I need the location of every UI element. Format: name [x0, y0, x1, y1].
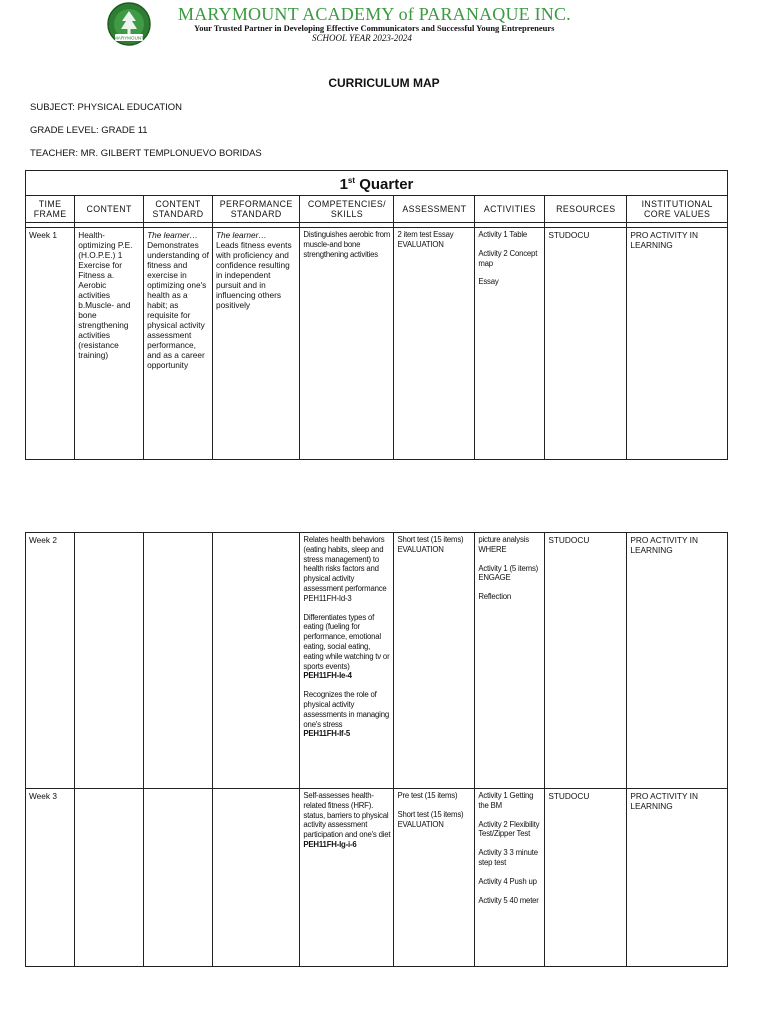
week3-activity-5: Activity 5 40 meter	[478, 895, 539, 905]
table-row-week1	[26, 228, 728, 460]
week1-cs-body: Demonstrates understanding of fitness and exercise in optimizing one's health as a habit; as requisite for physical activity assessment performance, and as a career opportunity	[147, 240, 209, 370]
week2-competency-1: Relates health behaviors (eating habits, sleep and stress management) to health risks factors and physical activity assessment performance PEH11FH-Id-3	[303, 535, 387, 603]
week1-content-standard	[144, 228, 213, 460]
table-row-week2	[26, 533, 728, 789]
week2-assessment: Short test (15 items) EVALUATION	[394, 533, 475, 789]
week1-core-values: PRO ACTIVITY IN LEARNING	[627, 228, 728, 460]
week1-activities	[475, 228, 545, 460]
week3-activity-3: Activity 3 3 minute step test	[478, 848, 538, 867]
week3-time: Week 3	[26, 789, 75, 967]
week3-activity-2: Activity 2 Flexibility Test/Zipper Test	[478, 819, 540, 839]
header-content-standard: CONTENT STANDARD	[144, 196, 213, 223]
week3-code-1: PEH11FH-Ig-i-6	[303, 839, 357, 849]
week1-activity-3: Essay	[478, 277, 499, 287]
week1-activity-1: Activity 1 Table	[478, 230, 528, 239]
subject-line: SUBJECT: PHYSICAL EDUCATION	[30, 102, 183, 113]
week2-activity-3: Reflection	[478, 592, 512, 602]
curriculum-table-quarter1	[25, 170, 728, 460]
school-name: MARYMOUNT ACADEMY of PARANAQUE INC.	[178, 4, 571, 24]
week2-core-values: PRO ACTIVITY IN LEARNING	[627, 533, 728, 789]
week3-core-values: PRO ACTIVITY IN LEARNING	[627, 789, 728, 967]
header-assessment: ASSESSMENT	[394, 196, 475, 223]
week2-time: Week 2	[26, 533, 75, 789]
teacher-line: TEACHER: MR. GILBERT TEMPLONUEVO BORIDAS	[30, 148, 262, 159]
document-title: CURRICULUM MAP	[328, 76, 440, 90]
week1-resources: STUDOCU	[545, 228, 627, 460]
week2-competency-2: Differentiates types of eating (fueling for performance, emotional eating, social eating, eating while watching tv or sports events)	[303, 612, 390, 671]
week2-activities	[475, 533, 545, 789]
week3-activity-1: Activity 1 Getting the BM	[478, 791, 534, 810]
curriculum-table-continued	[25, 532, 728, 967]
grade-level-line: GRADE LEVEL: GRADE 11	[30, 125, 148, 136]
week3-competencies	[300, 789, 394, 967]
week1-ps-lead: The learner…	[215, 230, 267, 240]
header-core-values: INSTITUTIONAL CORE VALUES	[627, 196, 728, 223]
header-content: CONTENT	[75, 196, 144, 223]
school-logo-icon	[106, 1, 152, 47]
week3-resources: STUDOCU	[545, 789, 627, 967]
week3-assessment-2: Short test (15 items) EVALUATION	[397, 809, 464, 829]
week2-resources: STUDOCU	[545, 533, 627, 789]
week1-time: Week 1	[26, 228, 75, 460]
school-year: SCHOOL YEAR 2023-2024	[312, 33, 412, 43]
logo-text: MARYMOUNT	[113, 35, 145, 41]
column-header-row	[26, 196, 728, 223]
week2-competencies	[300, 533, 394, 789]
week3-assessment	[394, 789, 475, 967]
table-row-week3	[26, 789, 728, 967]
week1-competency: Distinguishes aerobic from muscle-and bone strengthening activities	[300, 228, 394, 460]
week1-cs-lead: The learner…	[147, 230, 198, 240]
week2-competency-3: Recognizes the role of physical activity assessments in managing one's stress	[303, 690, 389, 729]
week2-activity-2: Activity 1 (5 items) ENGAGE	[478, 563, 539, 583]
week3-competency-1: Self-assesses health-related fitness (HRF). status, barriers to physical activity assessment participation and one's diet	[303, 791, 391, 840]
week3-assessment-1: Pre test (15 items)	[397, 791, 458, 800]
document-header	[0, 0, 768, 60]
week2-activity-1: picture analysis WHERE	[478, 535, 529, 554]
week2-code-3: PEH11FH-If-5	[303, 729, 350, 739]
week1-activity-2: Activity 2 Concept map	[478, 248, 538, 268]
week3-activity-4: Activity 4 Push up	[478, 876, 537, 886]
quarter-ordinal: st	[347, 176, 356, 185]
week3-activities	[475, 789, 545, 967]
header-competencies: COMPETENCIES/ SKILLS	[300, 196, 394, 223]
week1-content: Health-optimizing P.E. (H.O.P.E.) 1 Exercise for Fitness a. Aerobic activities b.Muscle- and bone strengthening activities (resistance training)	[75, 228, 144, 460]
quarter-number: 1	[339, 176, 348, 193]
week1-assessment: 2 item test Essay EVALUATION	[394, 228, 475, 460]
header-resources: RESOURCES	[545, 196, 627, 223]
week1-ps-body: Leads fitness events with proficiency and confidence resulting in independent pursuit and in influencing others positively	[215, 240, 292, 310]
school-tagline: Your Trusted Partner in Developing Effective Communicators and Successful Young Entrepreneurs	[194, 23, 555, 33]
header-performance-standard: PERFORMANCE STANDARD	[212, 196, 299, 223]
quarter-heading	[26, 171, 728, 196]
header-activities: ACTIVITIES	[475, 196, 545, 223]
week1-performance-standard	[212, 228, 299, 460]
header-time-frame: TIME FRAME	[26, 196, 75, 223]
week2-code-2: PEH11FH-Ie-4	[303, 671, 352, 681]
quarter-label: Quarter	[355, 176, 414, 193]
